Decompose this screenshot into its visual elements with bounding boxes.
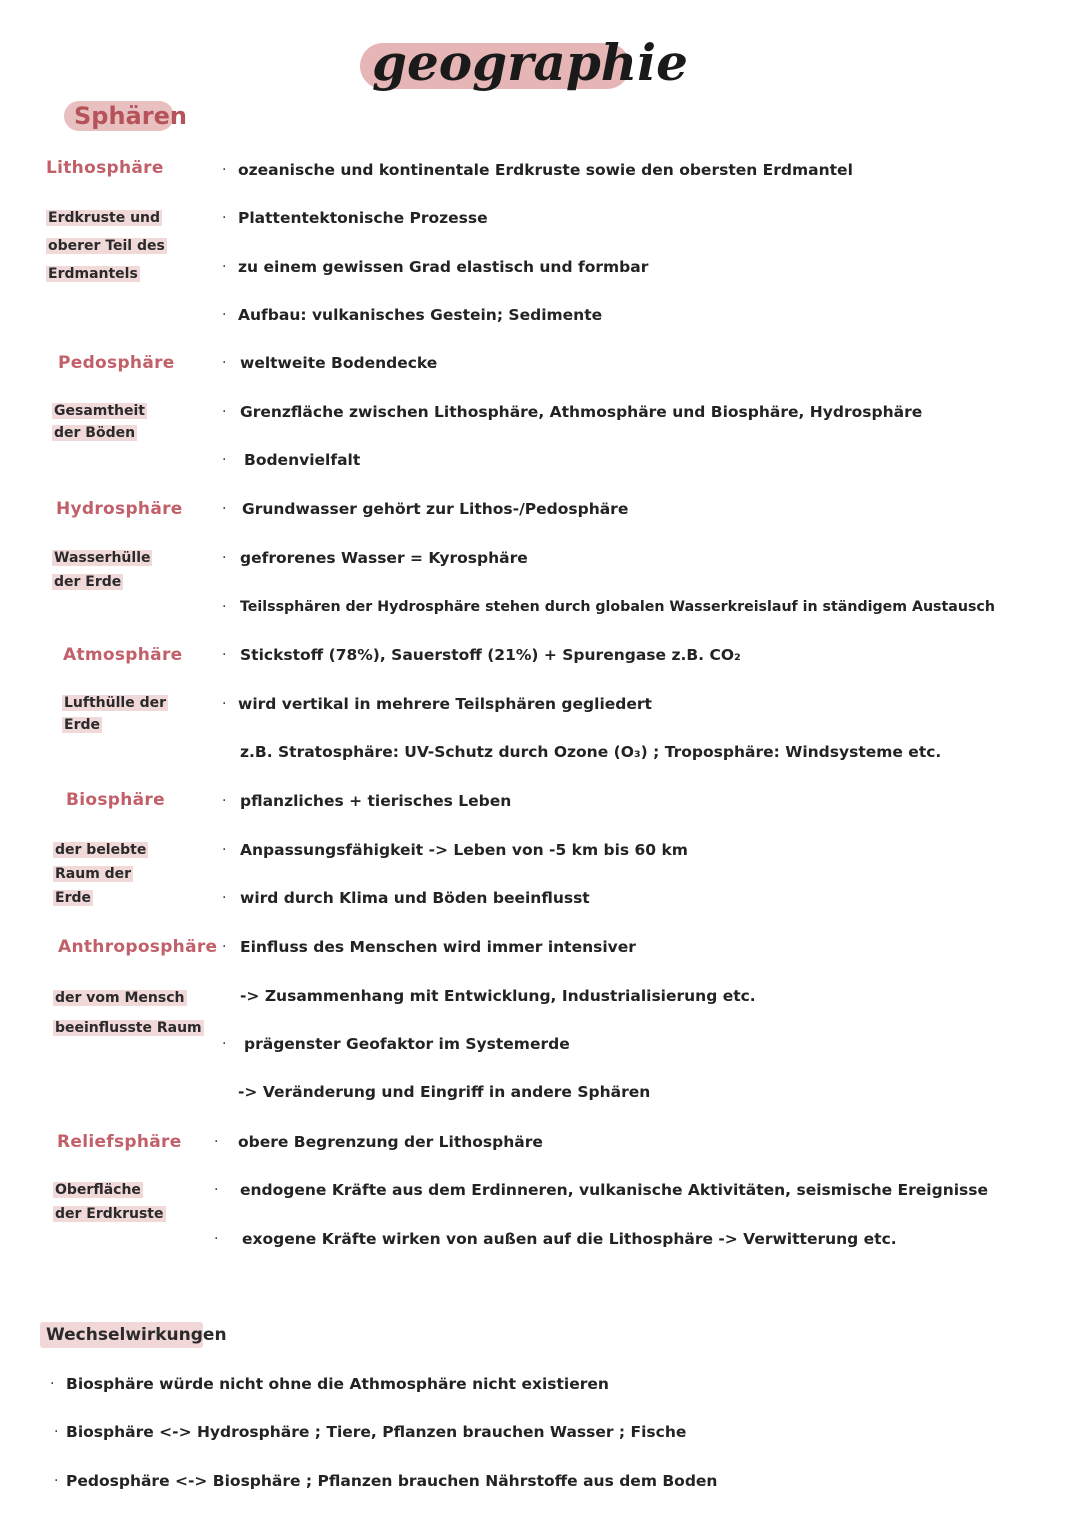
interaction-item: Pedosphäre <-> Biosphäre ; Pflanzen brauchen Nährstoffe aus dem Boden	[66, 1472, 718, 1490]
desc-line: Erde	[55, 890, 91, 906]
bullet-dot: ·	[222, 696, 227, 712]
desc-line: Wasserhülle	[54, 550, 151, 566]
sphere-desc-hydrosphaere	[52, 546, 152, 594]
sphere-name-reliefsphaere: Reliefsphäre	[57, 1132, 182, 1152]
bullet-dot: ·	[222, 1036, 227, 1052]
bullet-dot: ·	[222, 599, 227, 615]
bullet-point: obere Begrenzung der Lithosphäre	[238, 1133, 543, 1151]
bullet-point: Plattentektonische Prozesse	[238, 209, 488, 227]
bullet-point: -> Zusammenhang mit Entwicklung, Industrialisierung etc.	[240, 987, 756, 1005]
interaction-item: Biosphäre <-> Hydrosphäre ; Tiere, Pflanzen brauchen Wasser ; Fische	[66, 1423, 687, 1441]
bullet-point: -> Veränderung und Eingriff in andere Sphären	[238, 1083, 651, 1101]
desc-line: Oberfläche	[55, 1182, 141, 1198]
bullet-point: exogene Kräfte wirken von außen auf die Lithosphäre -> Verwitterung etc.	[242, 1230, 897, 1248]
bullet-dot: ·	[222, 259, 227, 275]
desc-line: der Erde	[54, 574, 122, 590]
bullet-dot: ·	[222, 550, 227, 566]
sphere-name-anthroposphaere: Anthroposphäre	[58, 937, 218, 957]
interaction-item: Biosphäre würde nicht ohne die Athmosphäre nicht existieren	[66, 1375, 609, 1393]
bullet-point: Grenzfläche zwischen Lithosphäre, Athmosphäre und Biosphäre, Hydrosphäre	[240, 403, 923, 421]
desc-line: der Erdkruste	[55, 1206, 164, 1222]
bullet-point: Grundwasser gehört zur Lithos-/Pedosphäre	[242, 500, 629, 518]
bullet-point: ozeanische und kontinentale Erdkruste sowie den obersten Erdmantel	[238, 161, 853, 179]
bullet-point: Einfluss des Menschen wird immer intensiver	[240, 938, 636, 956]
bullet-point: Aufbau: vulkanisches Gestein; Sedimente	[238, 306, 603, 324]
sphere-desc-lithosphaere	[46, 206, 167, 287]
bullet-dot: ·	[54, 1473, 59, 1489]
sphere-name-biosphaere: Biosphäre	[66, 790, 165, 810]
section-heading: Sphären	[74, 102, 187, 130]
bullet-point: z.B. Stratosphäre: UV-Schutz durch Ozone (O₃) ; Troposphäre: Windsysteme etc.	[240, 743, 942, 761]
sphere-name-hydrosphaere: Hydrosphäre	[56, 499, 183, 519]
bullet-point: endogene Kräfte aus dem Erdinneren, vulkanische Aktivitäten, seismische Ereignisse	[240, 1181, 989, 1199]
desc-line: oberer Teil des	[48, 238, 165, 254]
desc-line: Erde	[64, 717, 100, 733]
bullet-dot: ·	[222, 842, 227, 858]
bullet-dot: ·	[222, 162, 227, 178]
sphere-name-lithosphaere: Lithosphäre	[46, 158, 164, 178]
desc-line: Erdmantels	[48, 266, 138, 282]
bullet-dot: ·	[222, 890, 227, 906]
bullet-point: Bodenvielfalt	[244, 451, 361, 469]
bullet-point: Teilssphären der Hydrosphäre stehen durch globalen Wasserkreislauf in ständigem Austausch	[240, 599, 995, 615]
bullet-point: wird vertikal in mehrere Teilsphären gegliedert	[238, 695, 652, 713]
bullet-point: Anpassungsfähigkeit -> Leben von -5 km bis 60 km	[240, 841, 688, 859]
bullet-dot: ·	[214, 1231, 219, 1247]
sphere-name-atmosphaere: Atmosphäre	[63, 645, 183, 665]
bullet-dot: ·	[222, 355, 227, 371]
bullet-dot: ·	[222, 404, 227, 420]
bullet-dot: ·	[222, 452, 227, 468]
bullet-dot: ·	[222, 501, 227, 517]
page-title: geographie	[372, 33, 688, 92]
bullet-dot: ·	[222, 307, 227, 323]
sphere-desc-biosphaere	[53, 838, 148, 910]
desc-line: Gesamtheit	[54, 403, 145, 419]
sphere-desc-reliefsphaere	[53, 1178, 166, 1226]
bullet-dot: ·	[222, 210, 227, 226]
sphere-desc-pedosphaere	[52, 400, 147, 444]
bullet-point: Stickstoff (78%), Sauerstoff (21%) + Spurengase z.B. CO₂	[240, 646, 741, 664]
bullet-dot: ·	[54, 1424, 59, 1440]
bullet-point: wird durch Klima und Böden beeinflusst	[240, 889, 590, 907]
bullet-dot: ·	[222, 647, 227, 663]
bullet-point: pflanzliches + tierisches Leben	[240, 792, 512, 810]
bullet-dot: ·	[222, 793, 227, 809]
bullet-dot: ·	[50, 1376, 55, 1392]
bullet-dot: ·	[214, 1182, 219, 1198]
sphere-desc-anthroposphaere	[53, 983, 204, 1043]
desc-line: Raum der	[55, 866, 132, 882]
bullet-point: weltweite Bodendecke	[240, 354, 438, 372]
bullet-point: prägenster Geofaktor im Systemerde	[244, 1035, 570, 1053]
sphere-name-pedosphaere: Pedosphäre	[58, 353, 175, 373]
bullet-dot: ·	[222, 939, 227, 955]
bullet-point: zu einem gewissen Grad elastisch und formbar	[238, 258, 649, 276]
bullet-dot: ·	[214, 1134, 219, 1150]
desc-line: beeinflusste Raum	[55, 1020, 202, 1036]
desc-line: der vom Mensch	[55, 990, 185, 1006]
desc-line: Lufthülle der	[64, 695, 166, 711]
desc-line: der Böden	[54, 425, 136, 441]
interactions-heading: Wechselwirkungen	[46, 1325, 227, 1345]
bullet-point: gefrorenes Wasser = Kyrosphäre	[240, 549, 528, 567]
desc-line: Erdkruste und	[48, 210, 161, 226]
desc-line: der belebte	[55, 842, 147, 858]
sphere-desc-atmosphaere	[62, 692, 168, 736]
